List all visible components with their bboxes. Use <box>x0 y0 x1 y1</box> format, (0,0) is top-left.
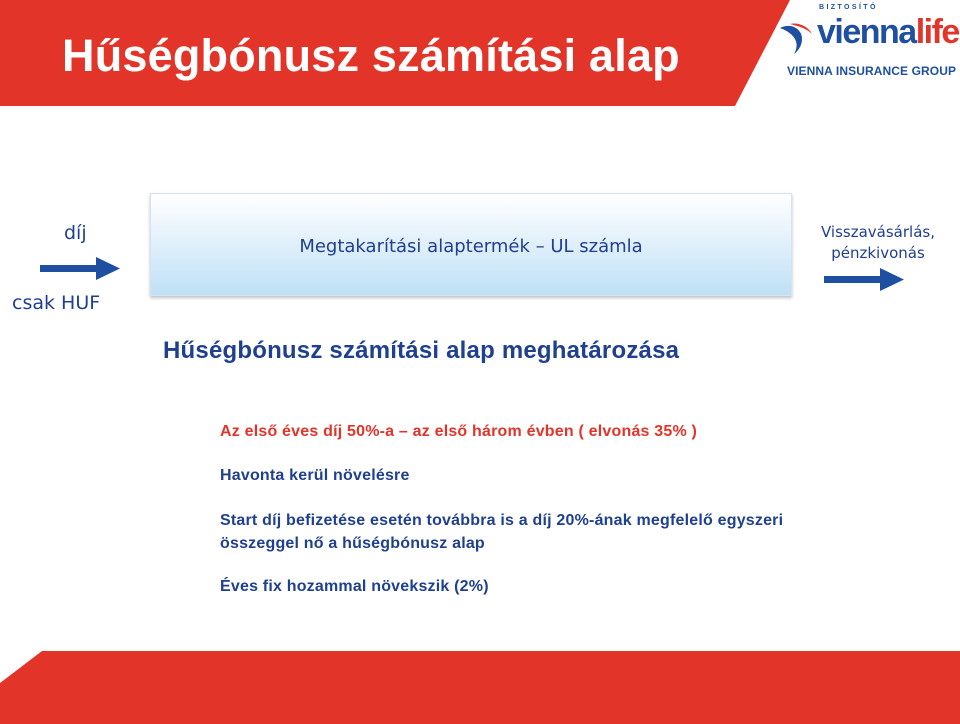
body-line-start-fee-2: összeggel nő a hűségbónusz alap <box>220 535 485 552</box>
footer-band <box>0 649 960 724</box>
output-label-line2: pénzkivonás <box>831 244 925 262</box>
input-arrow-icon <box>40 255 122 285</box>
output-label-line1: Visszavásárlás, <box>821 223 935 241</box>
logo-word-life: life <box>915 13 959 51</box>
page-title: Hűségbónusz számítási alap <box>62 30 680 81</box>
output-label <box>812 222 944 264</box>
logo-subtitle: VIENNA INSURANCE GROUP <box>787 64 957 78</box>
footer-band-shape <box>0 649 960 724</box>
logo-wordmark <box>817 15 959 49</box>
product-box <box>150 193 792 296</box>
body-line-annual-yield: Éves fix hozammal növekszik (2%) <box>220 578 489 595</box>
logo-word-vienna: vienna <box>817 13 916 51</box>
product-label: Megtakarítási alaptermék – UL számla <box>299 236 643 257</box>
logo-swoosh-icon <box>778 22 818 56</box>
body-line-start-fee-1: Start díj befizetése esetén továbbra is a díj 20%-ának megfelelő egyszeri <box>220 512 784 529</box>
body-line-first-year: Az első éves díj 50%-a – az első három évben ( elvonás 35% ) <box>220 423 698 440</box>
output-arrow-icon <box>824 266 906 296</box>
currency-label: csak HUF <box>12 292 101 314</box>
section-heading: Hűségbónusz számítási alap meghatározása <box>163 337 680 364</box>
logo-tagline: BIZTOSÍTÓ <box>819 4 878 11</box>
input-label: díj <box>64 222 87 244</box>
body-line-monthly: Havonta kerül növelésre <box>220 467 410 484</box>
